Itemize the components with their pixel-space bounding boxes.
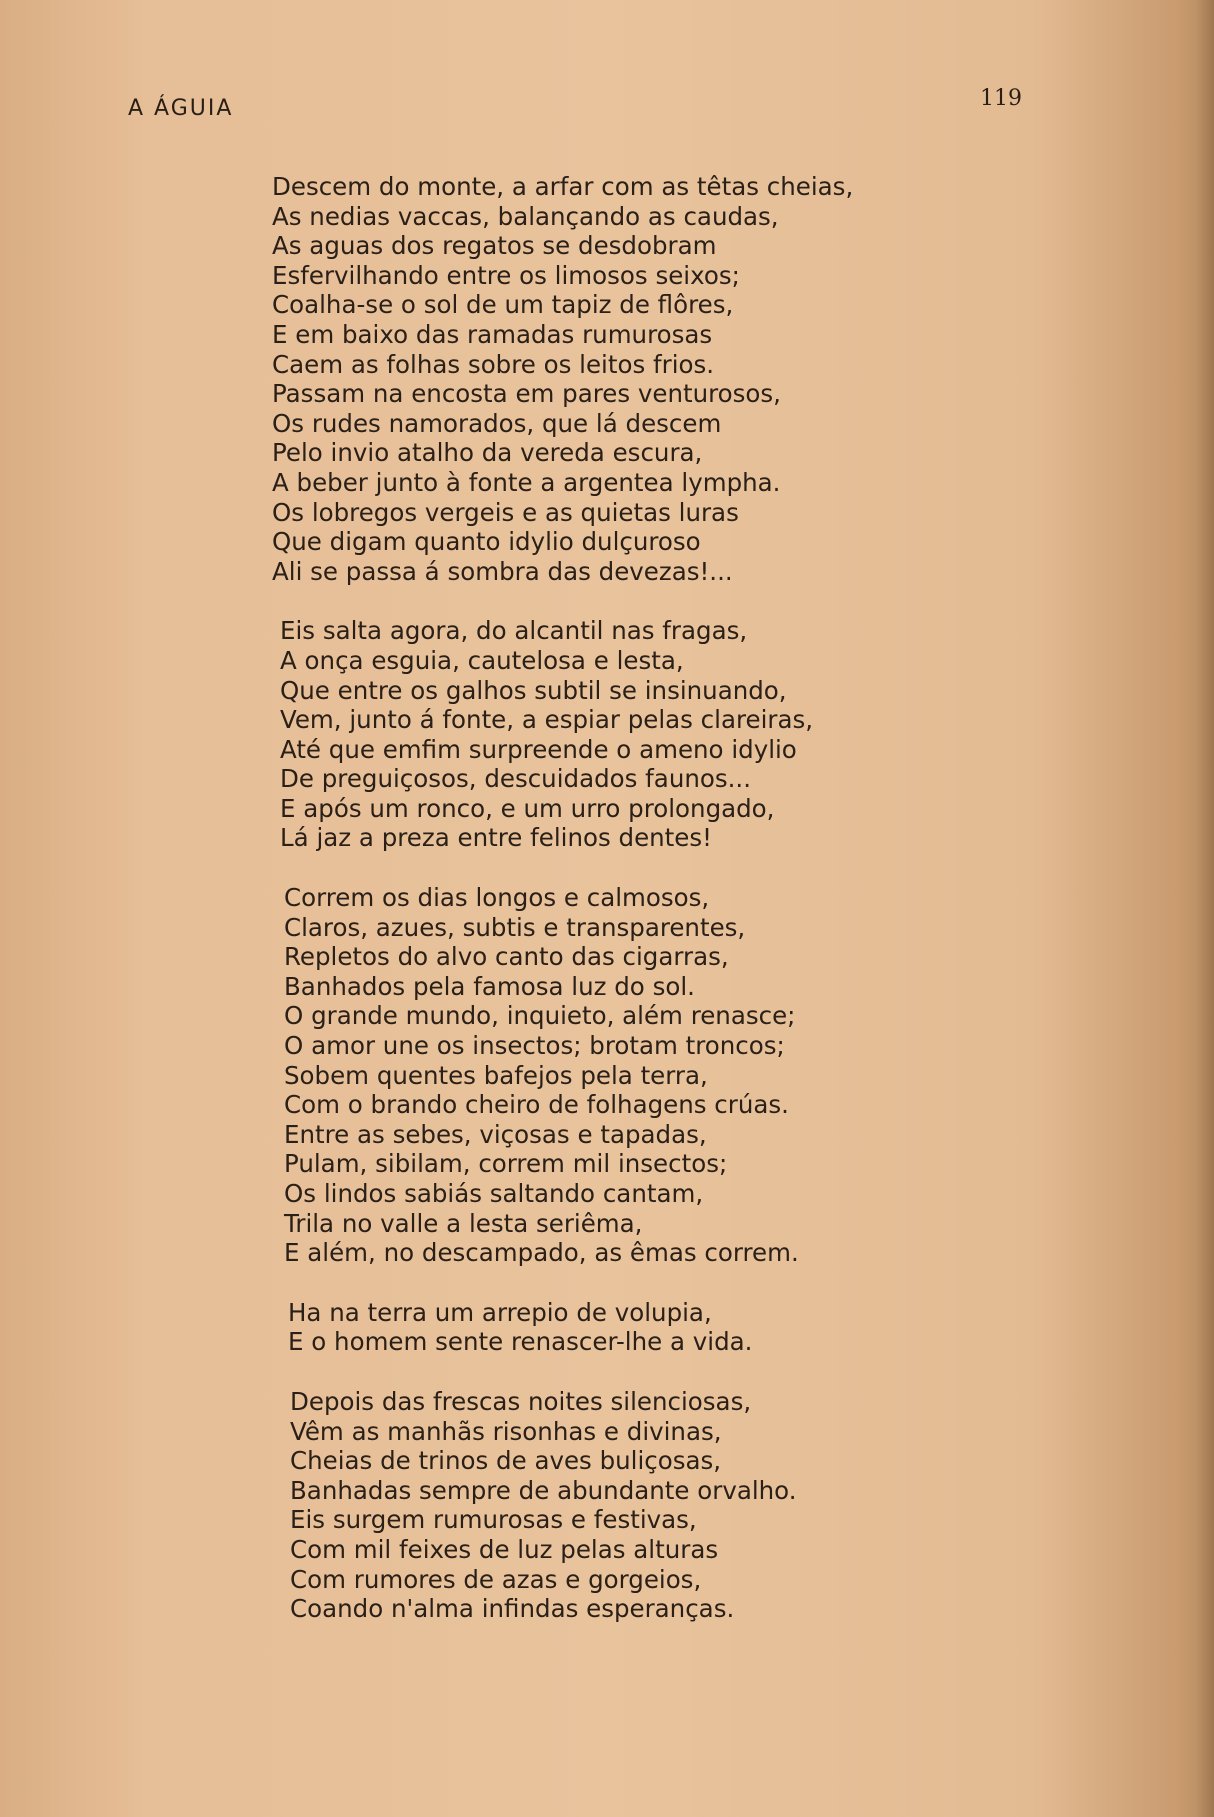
poem-line: Descem do monte, a arfar com as têtas cheias, xyxy=(272,172,854,201)
poem-line: Pulam, sibilam, correm mil insectos; xyxy=(284,1149,728,1179)
poem-line: Depois das frescas noites silenciosas, xyxy=(290,1386,752,1416)
poem-line: Com mil feixes de luz pelas alturas xyxy=(290,1534,719,1564)
poem-line: E em baixo das ramadas rumurosas xyxy=(272,319,713,349)
poem-line: Ha na terra um arrepio de volupia, xyxy=(288,1297,712,1327)
poem-body xyxy=(272,172,912,1654)
poem-line: Os lindos sabiás saltando cantam, xyxy=(284,1179,704,1208)
poem-line: E além, no descampado, as êmas correm. xyxy=(284,1238,799,1268)
poem-line: Vêm as manhãs risonhas e divinas, xyxy=(290,1416,722,1446)
poem-line: Com o brando cheiro de folhagens crúas. xyxy=(284,1090,789,1120)
poem-line: A onça esguia, cautelosa e lesta, xyxy=(280,645,684,675)
poem-line: Vem, junto á fonte, a espiar pelas clareiras, xyxy=(280,705,814,735)
poem-line: Repletos do alvo canto das cigarras, xyxy=(284,942,729,972)
poem-line: Que digam quanto idylio dulçuroso xyxy=(272,527,701,557)
poem-line: O grande mundo, inquieto, além renasce; xyxy=(284,1001,796,1031)
poem-line: Os rudes namorados, que lá descem xyxy=(272,408,722,438)
poem-line: Trila no valle a lesta seriêma, xyxy=(284,1208,643,1238)
poem-line: Coalha-se o sol de um tapiz de flôres, xyxy=(272,290,734,320)
poem-line: De preguiçosos, descuidados faunos... xyxy=(280,764,751,794)
poem-line: E o homem sente renascer-lhe a vida. xyxy=(288,1327,753,1357)
poem-line: As aguas dos regatos se desdobram xyxy=(272,231,717,261)
poem-line: Banhados pela famosa luz do sol. xyxy=(284,971,695,1001)
poem-line: Eis salta agora, do alcantil nas fragas, xyxy=(280,616,748,646)
poem-line: As nedias vaccas, balançando as caudas, xyxy=(272,201,779,231)
poem-line: E após um ronco, e um urro prolongado, xyxy=(280,793,775,823)
poem-line: Lá jaz a preza entre felinos dentes! xyxy=(280,823,712,853)
poem-line: Eis surgem rumurosas e festivas, xyxy=(290,1505,697,1535)
stanza-1 xyxy=(272,172,912,586)
stanza-5 xyxy=(290,1387,912,1624)
page-number: 119 xyxy=(980,86,1022,111)
poem-line: Ali se passa á sombra das devezas!... xyxy=(272,556,733,586)
poem-line: O amor une os insectos; brotam troncos; xyxy=(284,1031,785,1061)
poem-line: Claros, azues, subtis e transparentes, xyxy=(284,912,746,942)
poem-line: Passam na encosta em pares venturosos, xyxy=(272,379,781,409)
stanza-2 xyxy=(280,616,912,853)
stanza-4 xyxy=(288,1298,912,1357)
poem-line: Sobem quentes bafejos pela terra, xyxy=(284,1060,708,1090)
poem-line: Cheias de trinos de aves buliçosas, xyxy=(290,1446,722,1476)
poem-line: Entre as sebes, viçosas e tapadas, xyxy=(284,1119,707,1149)
poem-line: Pelo invio atalho da vereda escura, xyxy=(272,438,703,468)
page-edge-shadow xyxy=(1196,0,1214,1817)
poem-line: Correm os dias longos e calmosos, xyxy=(284,883,710,913)
poem-line: Caem as folhas sobre os leitos frios. xyxy=(272,349,715,379)
poem-line: Os lobregos vergeis e as quietas luras xyxy=(272,497,739,527)
poem-line: A beber junto à fonte a argentea lympha. xyxy=(272,467,781,497)
running-title: A ÁGUIA xyxy=(128,96,234,121)
poem-line: Esfervilhando entre os limosos seixos; xyxy=(272,260,740,290)
poem-line: Que entre os galhos subtil se insinuando, xyxy=(280,675,787,705)
poem-line: Coando n'alma infindas esperanças. xyxy=(290,1594,735,1624)
stanza-3 xyxy=(284,883,912,1268)
poem-line: Com rumores de azas e gorgeios, xyxy=(290,1564,702,1594)
poem-line: Banhadas sempre de abundante orvalho. xyxy=(290,1475,797,1505)
poem-line: Até que emfim surpreende o ameno idylio xyxy=(280,734,797,764)
